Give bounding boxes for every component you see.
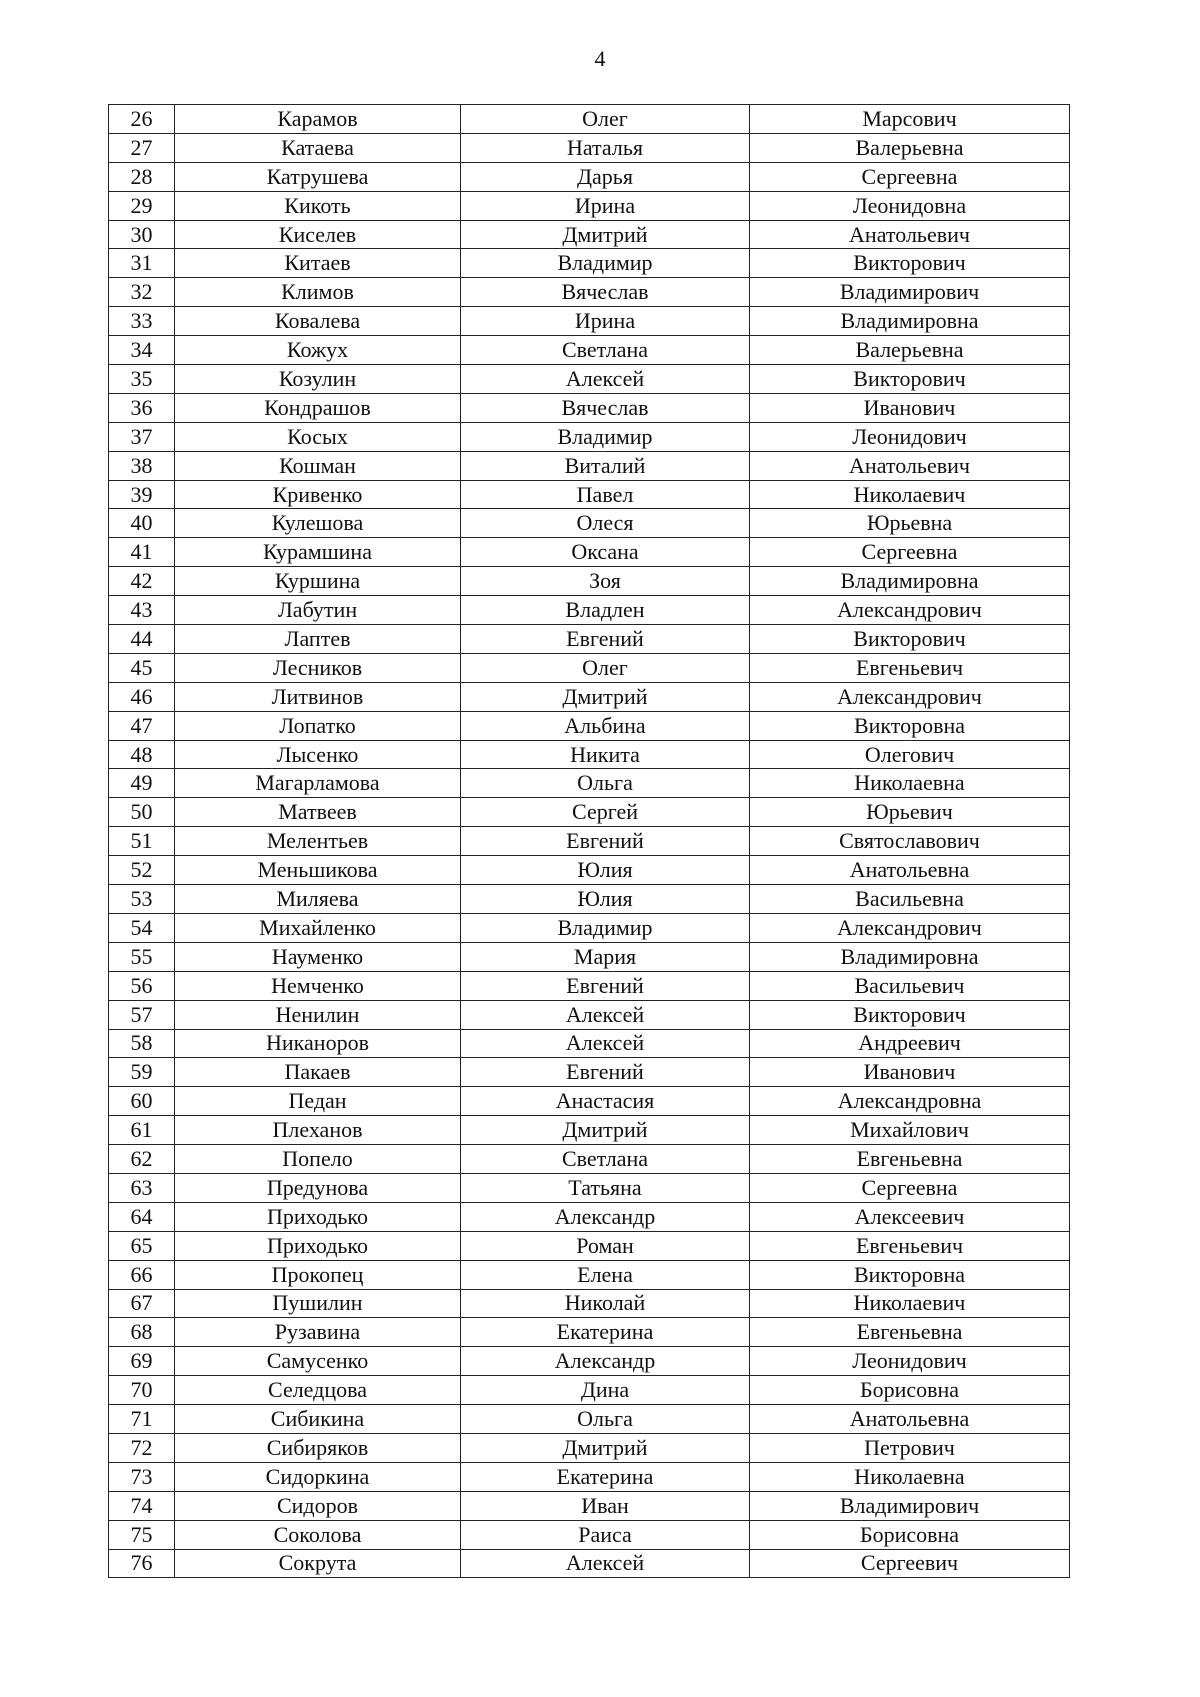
row-number-cell: 27 <box>109 133 175 162</box>
row-number-cell: 58 <box>109 1029 175 1058</box>
first-name-cell: Юлия <box>461 885 750 914</box>
table-row <box>109 336 1070 365</box>
row-number-cell: 60 <box>109 1087 175 1116</box>
last-name-cell: Киселев <box>175 220 461 249</box>
row-number-cell: 49 <box>109 769 175 798</box>
patronymic-cell: Олегович <box>750 740 1070 769</box>
first-name-cell: Алексей <box>461 1029 750 1058</box>
first-name-cell: Зоя <box>461 567 750 596</box>
patronymic-cell: Евгеньевич <box>750 653 1070 682</box>
row-number-cell: 37 <box>109 422 175 451</box>
last-name-cell: Курамшина <box>175 538 461 567</box>
first-name-cell: Мария <box>461 942 750 971</box>
first-name-cell: Елена <box>461 1260 750 1289</box>
first-name-cell: Юлия <box>461 856 750 885</box>
table-row <box>109 105 1070 134</box>
first-name-cell: Ирина <box>461 307 750 336</box>
first-name-cell: Николай <box>461 1289 750 1318</box>
last-name-cell: Карамов <box>175 105 461 134</box>
row-number-cell: 62 <box>109 1145 175 1174</box>
first-name-cell: Роман <box>461 1231 750 1260</box>
patronymic-cell: Владимирович <box>750 278 1070 307</box>
row-number-cell: 61 <box>109 1116 175 1145</box>
last-name-cell: Кикоть <box>175 191 461 220</box>
table-row <box>109 422 1070 451</box>
last-name-cell: Климов <box>175 278 461 307</box>
table-row <box>109 740 1070 769</box>
table-row <box>109 1433 1070 1462</box>
last-name-cell: Селедцова <box>175 1376 461 1405</box>
patronymic-cell: Анатольевна <box>750 856 1070 885</box>
patronymic-cell: Андреевич <box>750 1029 1070 1058</box>
first-name-cell: Никита <box>461 740 750 769</box>
first-name-cell: Ольга <box>461 769 750 798</box>
patronymic-cell: Викторовна <box>750 711 1070 740</box>
row-number-cell: 76 <box>109 1549 175 1578</box>
patronymic-cell: Викторович <box>750 365 1070 394</box>
patronymic-cell: Валерьевна <box>750 336 1070 365</box>
last-name-cell: Магарламова <box>175 769 461 798</box>
last-name-cell: Мелентьев <box>175 827 461 856</box>
last-name-cell: Ненилин <box>175 1000 461 1029</box>
table-row <box>109 1549 1070 1578</box>
patronymic-cell: Викторовна <box>750 1260 1070 1289</box>
first-name-cell: Екатерина <box>461 1318 750 1347</box>
last-name-cell: Косых <box>175 422 461 451</box>
last-name-cell: Сибиряков <box>175 1433 461 1462</box>
row-number-cell: 32 <box>109 278 175 307</box>
patronymic-cell: Николаевна <box>750 769 1070 798</box>
patronymic-cell: Васильевич <box>750 971 1070 1000</box>
first-name-cell: Владимир <box>461 422 750 451</box>
row-number-cell: 44 <box>109 625 175 654</box>
first-name-cell: Павел <box>461 480 750 509</box>
table-row <box>109 133 1070 162</box>
last-name-cell: Меньшикова <box>175 856 461 885</box>
patronymic-cell: Алексеевич <box>750 1202 1070 1231</box>
table-row <box>109 1145 1070 1174</box>
first-name-cell: Дмитрий <box>461 1116 750 1145</box>
last-name-cell: Немченко <box>175 971 461 1000</box>
row-number-cell: 71 <box>109 1405 175 1434</box>
first-name-cell: Альбина <box>461 711 750 740</box>
last-name-cell: Кривенко <box>175 480 461 509</box>
last-name-cell: Козулин <box>175 365 461 394</box>
row-number-cell: 31 <box>109 249 175 278</box>
first-name-cell: Светлана <box>461 336 750 365</box>
last-name-cell: Предунова <box>175 1173 461 1202</box>
patronymic-cell: Викторович <box>750 249 1070 278</box>
last-name-cell: Матвеев <box>175 798 461 827</box>
table-row <box>109 885 1070 914</box>
row-number-cell: 50 <box>109 798 175 827</box>
patronymic-cell: Сергеевна <box>750 1173 1070 1202</box>
row-number-cell: 72 <box>109 1433 175 1462</box>
first-name-cell: Дмитрий <box>461 220 750 249</box>
last-name-cell: Кондрашов <box>175 393 461 422</box>
last-name-cell: Катрушева <box>175 162 461 191</box>
table-row <box>109 1347 1070 1376</box>
first-name-cell: Владимир <box>461 913 750 942</box>
patronymic-cell: Александровна <box>750 1087 1070 1116</box>
row-number-cell: 34 <box>109 336 175 365</box>
row-number-cell: 42 <box>109 567 175 596</box>
first-name-cell: Алексей <box>461 1000 750 1029</box>
page-number: 4 <box>594 46 606 71</box>
table-row <box>109 625 1070 654</box>
row-number-cell: 51 <box>109 827 175 856</box>
table-row <box>109 538 1070 567</box>
patronymic-cell: Анатольевич <box>750 220 1070 249</box>
last-name-cell: Сокрута <box>175 1549 461 1578</box>
patronymic-cell: Иванович <box>750 1058 1070 1087</box>
first-name-cell: Владлен <box>461 596 750 625</box>
first-name-cell: Александр <box>461 1202 750 1231</box>
row-number-cell: 57 <box>109 1000 175 1029</box>
row-number-cell: 66 <box>109 1260 175 1289</box>
table-row <box>109 1173 1070 1202</box>
last-name-cell: Педан <box>175 1087 461 1116</box>
table-row <box>109 1000 1070 1029</box>
table-row <box>109 971 1070 1000</box>
last-name-cell: Кошман <box>175 451 461 480</box>
table-row <box>109 856 1070 885</box>
last-name-cell: Катаева <box>175 133 461 162</box>
first-name-cell: Евгений <box>461 827 750 856</box>
first-name-cell: Дарья <box>461 162 750 191</box>
table-row <box>109 451 1070 480</box>
first-name-cell: Оксана <box>461 538 750 567</box>
last-name-cell: Миляева <box>175 885 461 914</box>
patronymic-cell: Викторович <box>750 1000 1070 1029</box>
first-name-cell: Иван <box>461 1491 750 1520</box>
last-name-cell: Прокопец <box>175 1260 461 1289</box>
roster-table <box>108 104 1070 1578</box>
last-name-cell: Пушилин <box>175 1289 461 1318</box>
last-name-cell: Куршина <box>175 567 461 596</box>
patronymic-cell: Александрович <box>750 913 1070 942</box>
last-name-cell: Сибикина <box>175 1405 461 1434</box>
first-name-cell: Ирина <box>461 191 750 220</box>
row-number-cell: 75 <box>109 1520 175 1549</box>
row-number-cell: 52 <box>109 856 175 885</box>
table-row <box>109 567 1070 596</box>
table-row <box>109 711 1070 740</box>
first-name-cell: Олег <box>461 653 750 682</box>
patronymic-cell: Евгеньевна <box>750 1145 1070 1174</box>
patronymic-cell: Петрович <box>750 1433 1070 1462</box>
table-row <box>109 1520 1070 1549</box>
patronymic-cell: Юрьевна <box>750 509 1070 538</box>
row-number-cell: 65 <box>109 1231 175 1260</box>
table-row <box>109 220 1070 249</box>
patronymic-cell: Святославович <box>750 827 1070 856</box>
last-name-cell: Плеханов <box>175 1116 461 1145</box>
last-name-cell: Литвинов <box>175 682 461 711</box>
row-number-cell: 30 <box>109 220 175 249</box>
last-name-cell: Сидоркина <box>175 1462 461 1491</box>
first-name-cell: Наталья <box>461 133 750 162</box>
row-number-cell: 41 <box>109 538 175 567</box>
patronymic-cell: Валерьевна <box>750 133 1070 162</box>
table-row <box>109 1087 1070 1116</box>
last-name-cell: Приходько <box>175 1202 461 1231</box>
first-name-cell: Евгений <box>461 971 750 1000</box>
table-row <box>109 480 1070 509</box>
first-name-cell: Евгений <box>461 625 750 654</box>
patronymic-cell: Сергеевна <box>750 162 1070 191</box>
first-name-cell: Сергей <box>461 798 750 827</box>
row-number-cell: 47 <box>109 711 175 740</box>
table-row <box>109 913 1070 942</box>
first-name-cell: Евгений <box>461 1058 750 1087</box>
row-number-cell: 43 <box>109 596 175 625</box>
row-number-cell: 29 <box>109 191 175 220</box>
table-row <box>109 798 1070 827</box>
patronymic-cell: Николаевич <box>750 1289 1070 1318</box>
patronymic-cell: Викторович <box>750 625 1070 654</box>
table-row <box>109 509 1070 538</box>
last-name-cell: Попело <box>175 1145 461 1174</box>
patronymic-cell: Владимировна <box>750 942 1070 971</box>
table-row <box>109 393 1070 422</box>
row-number-cell: 39 <box>109 480 175 509</box>
last-name-cell: Лабутин <box>175 596 461 625</box>
last-name-cell: Лаптев <box>175 625 461 654</box>
table-row <box>109 1376 1070 1405</box>
table-row <box>109 1405 1070 1434</box>
first-name-cell: Дмитрий <box>461 682 750 711</box>
table-row <box>109 1116 1070 1145</box>
table-row <box>109 1260 1070 1289</box>
row-number-cell: 55 <box>109 942 175 971</box>
table-row <box>109 1058 1070 1087</box>
patronymic-cell: Владимировна <box>750 567 1070 596</box>
last-name-cell: Приходько <box>175 1231 461 1260</box>
table-row <box>109 162 1070 191</box>
last-name-cell: Соколова <box>175 1520 461 1549</box>
patronymic-cell: Николаевна <box>750 1462 1070 1491</box>
last-name-cell: Лопатко <box>175 711 461 740</box>
last-name-cell: Кулешова <box>175 509 461 538</box>
first-name-cell: Олег <box>461 105 750 134</box>
row-number-cell: 69 <box>109 1347 175 1376</box>
row-number-cell: 67 <box>109 1289 175 1318</box>
patronymic-cell: Николаевич <box>750 480 1070 509</box>
first-name-cell: Раиса <box>461 1520 750 1549</box>
patronymic-cell: Юрьевич <box>750 798 1070 827</box>
first-name-cell: Олеся <box>461 509 750 538</box>
table-row <box>109 1462 1070 1491</box>
patronymic-cell: Евгеньевич <box>750 1231 1070 1260</box>
row-number-cell: 40 <box>109 509 175 538</box>
patronymic-cell: Евгеньевна <box>750 1318 1070 1347</box>
table-row <box>109 769 1070 798</box>
patronymic-cell: Александрович <box>750 682 1070 711</box>
patronymic-cell: Борисовна <box>750 1376 1070 1405</box>
patronymic-cell: Анатольевна <box>750 1405 1070 1434</box>
row-number-cell: 56 <box>109 971 175 1000</box>
row-number-cell: 59 <box>109 1058 175 1087</box>
patronymic-cell: Сергеевна <box>750 538 1070 567</box>
first-name-cell: Алексей <box>461 1549 750 1578</box>
patronymic-cell: Владимировна <box>750 307 1070 336</box>
patronymic-cell: Михайлович <box>750 1116 1070 1145</box>
table-row <box>109 191 1070 220</box>
table-row <box>109 365 1070 394</box>
table-row <box>109 1231 1070 1260</box>
patronymic-cell: Марсович <box>750 105 1070 134</box>
first-name-cell: Алексей <box>461 365 750 394</box>
row-number-cell: 35 <box>109 365 175 394</box>
table-row <box>109 1202 1070 1231</box>
patronymic-cell: Александрович <box>750 596 1070 625</box>
row-number-cell: 26 <box>109 105 175 134</box>
last-name-cell: Лысенко <box>175 740 461 769</box>
patronymic-cell: Владимирович <box>750 1491 1070 1520</box>
first-name-cell: Анастасия <box>461 1087 750 1116</box>
last-name-cell: Науменко <box>175 942 461 971</box>
row-number-cell: 70 <box>109 1376 175 1405</box>
table-row <box>109 1289 1070 1318</box>
table-row <box>109 596 1070 625</box>
table-row <box>109 1491 1070 1520</box>
first-name-cell: Вячеслав <box>461 278 750 307</box>
row-number-cell: 28 <box>109 162 175 191</box>
first-name-cell: Владимир <box>461 249 750 278</box>
first-name-cell: Виталий <box>461 451 750 480</box>
table-row <box>109 307 1070 336</box>
last-name-cell: Рузавина <box>175 1318 461 1347</box>
row-number-cell: 63 <box>109 1173 175 1202</box>
row-number-cell: 64 <box>109 1202 175 1231</box>
row-number-cell: 38 <box>109 451 175 480</box>
last-name-cell: Ковалева <box>175 307 461 336</box>
last-name-cell: Никаноров <box>175 1029 461 1058</box>
first-name-cell: Екатерина <box>461 1462 750 1491</box>
last-name-cell: Пакаев <box>175 1058 461 1087</box>
roster-table-body <box>109 105 1070 1578</box>
table-row <box>109 827 1070 856</box>
table-row <box>109 942 1070 971</box>
table-row <box>109 1029 1070 1058</box>
patronymic-cell: Иванович <box>750 393 1070 422</box>
first-name-cell: Дина <box>461 1376 750 1405</box>
row-number-cell: 74 <box>109 1491 175 1520</box>
first-name-cell: Дмитрий <box>461 1433 750 1462</box>
table-row <box>109 1318 1070 1347</box>
table-row <box>109 249 1070 278</box>
row-number-cell: 36 <box>109 393 175 422</box>
first-name-cell: Татьяна <box>461 1173 750 1202</box>
last-name-cell: Сидоров <box>175 1491 461 1520</box>
row-number-cell: 33 <box>109 307 175 336</box>
table-row <box>109 682 1070 711</box>
patronymic-cell: Анатольевич <box>750 451 1070 480</box>
table-row <box>109 653 1070 682</box>
first-name-cell: Светлана <box>461 1145 750 1174</box>
row-number-cell: 48 <box>109 740 175 769</box>
row-number-cell: 45 <box>109 653 175 682</box>
patronymic-cell: Леонидович <box>750 422 1070 451</box>
table-row <box>109 278 1070 307</box>
last-name-cell: Михайленко <box>175 913 461 942</box>
last-name-cell: Лесников <box>175 653 461 682</box>
first-name-cell: Александр <box>461 1347 750 1376</box>
row-number-cell: 53 <box>109 885 175 914</box>
first-name-cell: Вячеслав <box>461 393 750 422</box>
patronymic-cell: Леонидовна <box>750 191 1070 220</box>
row-number-cell: 46 <box>109 682 175 711</box>
row-number-cell: 68 <box>109 1318 175 1347</box>
patronymic-cell: Сергеевич <box>750 1549 1070 1578</box>
row-number-cell: 73 <box>109 1462 175 1491</box>
last-name-cell: Самусенко <box>175 1347 461 1376</box>
patronymic-cell: Васильевна <box>750 885 1070 914</box>
patronymic-cell: Борисовна <box>750 1520 1070 1549</box>
first-name-cell: Ольга <box>461 1405 750 1434</box>
patronymic-cell: Леонидович <box>750 1347 1070 1376</box>
row-number-cell: 54 <box>109 913 175 942</box>
last-name-cell: Кожух <box>175 336 461 365</box>
last-name-cell: Китаев <box>175 249 461 278</box>
